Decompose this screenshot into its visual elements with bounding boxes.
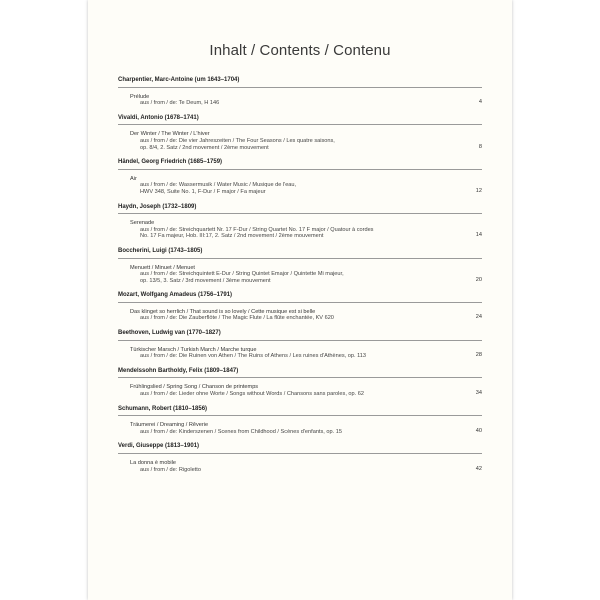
page-number: 20 [475,276,482,283]
toc-section [118,443,482,479]
source-line: aus / from / de: Die vier Jahreszeiten / The Four Seasons / Les quatre saisons, [140,137,335,144]
source-line: aus / from / de: Streichquintett E-Dur / String Quintet Emajor / Quintette Mi majeur, [140,271,344,278]
source-line: aus / from / de: Wassermusik / Water Music / Musique de l'eau, [140,182,297,189]
page-number: 24 [475,314,482,321]
page-number: 12 [475,187,482,194]
composer-heading: Beethoven, Ludwig van (1770–1827) [118,330,482,341]
book-page [88,0,512,600]
piece-title: La donna è mobile [130,460,177,466]
toc-section [118,248,482,290]
toc-entry [118,303,482,328]
piece-title: Frühlingslied / Spring Song / Chanson de printemps [130,384,259,391]
piece-title: Air [130,175,137,182]
toc-section [118,292,482,328]
toc-section [118,204,482,246]
source-line: aus / from / de: Rigoletto [140,466,201,473]
piece-title: Türkischer Marsch / Turkish March / Marche turque [130,346,257,353]
page-number: 28 [475,352,482,359]
piece-title: Träumerei / Dreaming / Rêverie [130,422,209,429]
source-line: op. 8/4, 2. Satz / 2nd movement / 2ème mouvement [140,144,269,151]
toc-entry [118,341,482,366]
composer-heading: Boccherini, Luigi (1743–1805) [118,248,482,259]
source-line: aus / from / de: Lieder ohne Worte / Songs without Words / Chansons sans paroles, op. 62 [140,391,364,398]
toc-entry [118,416,482,441]
toc-section [118,159,482,201]
piece-title: Serenade [130,220,155,227]
composer-heading: Händel, Georg Friedrich (1685–1759) [118,159,482,170]
toc-entry [118,170,482,202]
toc-section [118,330,482,366]
toc-section [118,115,482,157]
composer-heading: Schumann, Robert (1810–1856) [118,406,482,417]
source-line: aus / from / de: Streichquartett Nr. 17 F-Dur / String Quartet No. 17 F major / Quatour à cordes [140,226,374,233]
source-line: HWV 348, Suite No. 1, F-Dur / F major / Fa majeur [140,188,266,195]
page-number: 40 [475,427,482,434]
page-number: 14 [475,232,482,239]
page-title: Inhalt / Contents / Contenu [209,42,391,59]
piece-title: Der Winter / The Winter / L'hiver [130,131,210,138]
toc-section [118,368,482,404]
composer-heading: Mozart, Wolfgang Amadeus (1756–1791) [118,292,482,303]
piece-title: Prélude [130,93,150,100]
toc-entry [118,125,482,157]
piece-title: Das klinget so herrlich / That sound is so lovely / Cette musique est si belle [130,308,316,315]
toc-entry [118,88,482,113]
toc-entry [118,378,482,403]
source-line: aus / from / de: Te Deum, H 146 [140,100,220,107]
composer-heading: Mendelssohn Bartholdy, Felix (1809–1847) [118,368,482,379]
toc-section [118,406,482,442]
source-line: op. 13/5, 3. Satz / 3rd movement / 3ème mouvement [140,277,271,284]
page-number: 4 [478,99,482,106]
source-line: aus / from / de: Die Ruinen von Athen / The Ruins of Athens / Les ruines d'Athènes, op. 113 [140,353,366,360]
page-number: 8 [478,143,482,150]
source-line: aus / from / de: Kinderszenen / Scenes from Childhood / Scènes d'enfants, op. 15 [140,428,342,435]
toc-entry [118,259,482,291]
composer-heading: Charpentier, Marc-Antoine (um 1643–1704) [118,77,482,88]
page-number: 34 [475,390,482,397]
table-of-contents [118,77,482,479]
composer-heading: Haydn, Joseph (1732–1809) [118,204,482,215]
page-number: 42 [475,465,482,472]
source-line: No. 17 Fa majeur, Hob. III:17, 2. Satz / 2nd movement / 2ème mouvement [140,233,324,240]
toc-entry [118,214,482,246]
composer-heading: Verdi, Giuseppe (1813–1901) [118,443,482,454]
source-line: aus / from / de: Die Zauberflöte / The Magic Flute / La flûte enchantée, KV 620 [140,315,334,322]
composer-heading: Vivaldi, Antonio (1678–1741) [118,115,482,126]
toc-section [118,77,482,113]
toc-entry [118,454,482,479]
piece-title: Menuett / Minuet / Menuet [130,264,195,271]
